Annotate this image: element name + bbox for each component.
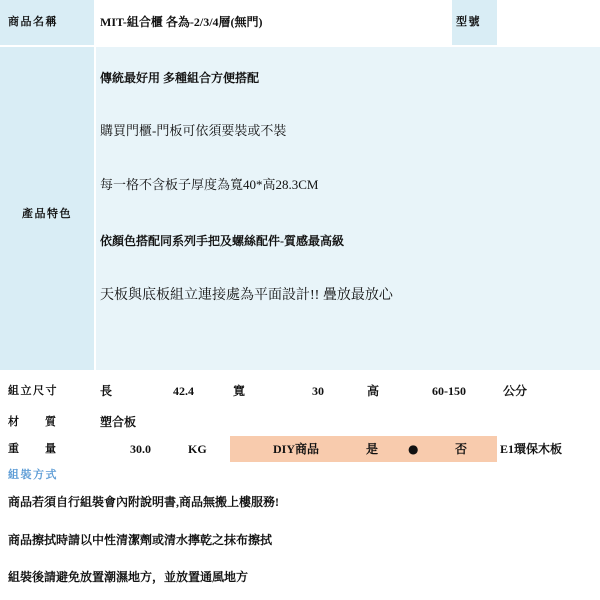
diy-selected-dot-icon: ● [408,442,419,456]
diy-yes-label: 是 [366,442,379,456]
board-grade: E1環保木板 [500,442,563,456]
dimensions-row [0,372,600,410]
dimensions-unit: 公分 [503,384,528,398]
width-value: 30 [312,384,324,398]
weight-label-char: 量 [45,443,58,455]
features-label-cell [0,47,94,370]
height-value: 60-150 [432,384,466,398]
assembly-note: 組裝後請避免放置潮濕地方，並放置通風地方 [8,570,249,584]
feature-line: 每一格不含板子厚度為寬40*高28.3CM [100,177,319,192]
product-name-label: 商品名稱 [8,16,58,28]
material-row [0,410,600,435]
feature-line: 購買門櫃-門板可依須要裝或不裝 [100,123,287,138]
assembly-label: 組裝方式 [8,469,58,481]
weight-unit: KG [188,442,207,456]
assembly-note: 商品擦拭時請以中性清潔劑或清水擰乾之抹布擦拭 [8,533,273,547]
dimensions-label: 組立尺寸 [8,385,58,397]
height-label: 高 [367,384,380,398]
assembly-section [0,464,600,600]
features-label-wrap [0,47,94,370]
features-content-cell [96,47,600,370]
width-label: 寬 [233,384,246,398]
product-name-label-cell [0,0,94,45]
weight-row [0,436,600,462]
product-name-value-cell [96,0,450,45]
material-label-char: 質 [45,416,58,428]
feature-line: 天板與底板組立連接處為平面設計!! 疊放最放心 [100,288,393,303]
length-label: 長 [100,384,113,398]
model-label-cell [452,0,497,45]
product-name-value: MIT-組合櫃 各為-2/3/4層(無門) [100,15,263,29]
diy-no-label: 否 [455,442,468,456]
diy-label: DIY商品 [273,442,320,456]
material-label-char: 材 [8,416,21,428]
assembly-note: 商品若須自行組裝會內附說明書,商品無搬上樓服務! [8,495,279,509]
material-value: 塑合板 [100,415,137,429]
feature-line: 傳統最好用 多種組合方便搭配 [100,71,260,85]
feature-line: 依顏色搭配同系列手把及螺絲配件-質感最高級 [100,234,344,248]
length-value: 42.4 [173,384,194,398]
model-label: 型號 [456,16,481,28]
weight-label-char: 重 [8,443,21,455]
weight-value: 30.0 [130,442,151,456]
model-value-cell [499,0,600,45]
features-label: 產品特色 [22,207,72,220]
diy-cell [230,436,497,462]
